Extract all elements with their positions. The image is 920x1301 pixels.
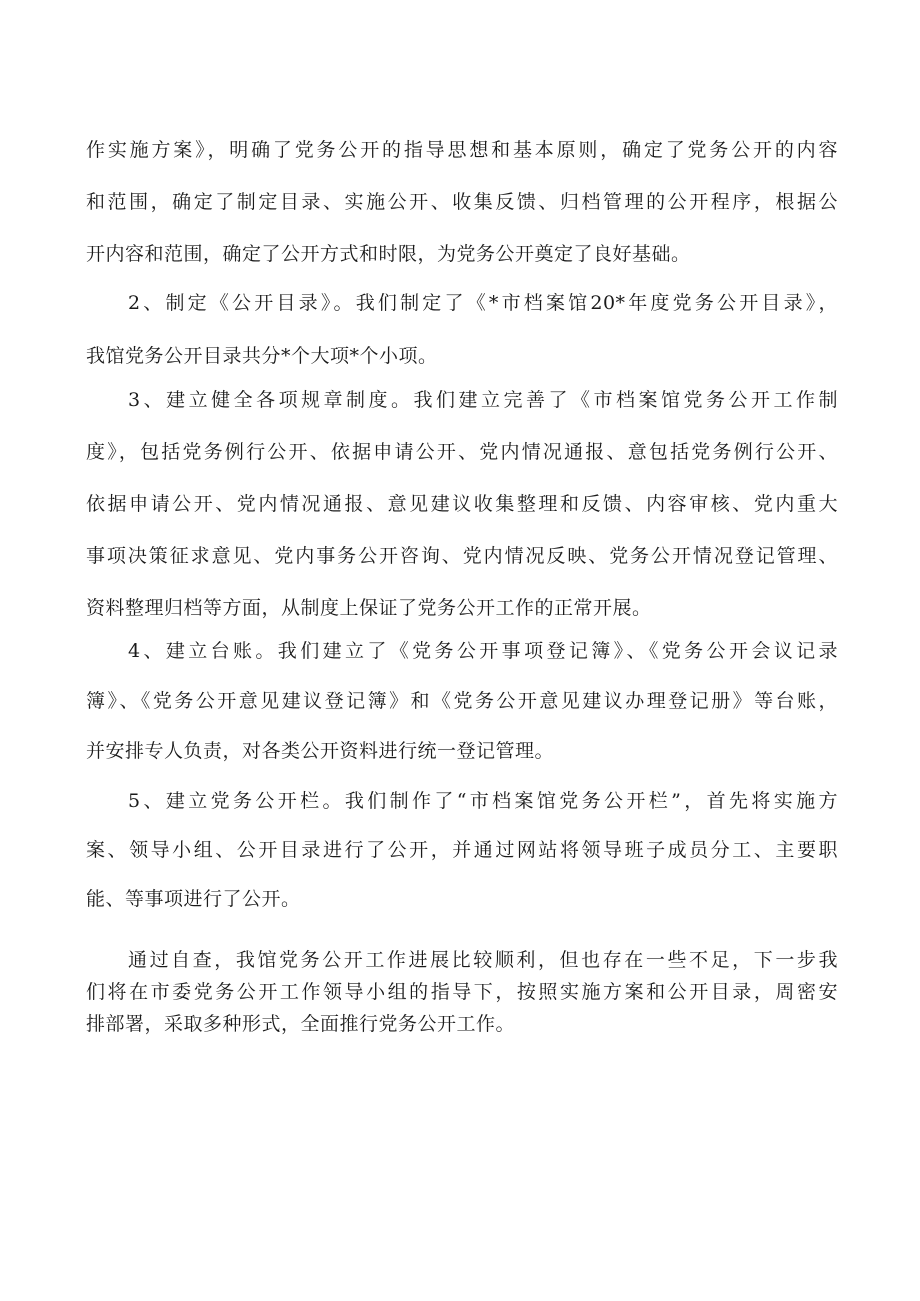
- paragraph-implementation-plan: [86, 124, 838, 280]
- paragraph-line: 作实施方案》，明确了党务公开的指导思想和基本原则，确定了党务公开的内容: [86, 139, 838, 161]
- paragraph-line: 案、领导小组、公开目录进行了公开，并通过网站将领导班子成员分工、主要职: [86, 839, 838, 861]
- paragraph-line: 4、建立台账。我们建立了《党务公开事项登记簿》、《党务公开会议记录: [128, 640, 838, 662]
- paragraph-conclusion: [86, 944, 838, 1040]
- paragraph-line: 事项决策征求意见、党内事务公开咨询、党内情况反映、党务公开情况登记管理、: [86, 545, 838, 567]
- paragraph-line: 资料整理归档等方面，从制度上保证了党务公开工作的正常开展。: [86, 597, 652, 619]
- paragraph-line: 依据申请公开、党内情况通报、意见建议收集整理和反馈、内容审核、党内重大: [86, 493, 838, 515]
- paragraph-line: 3、建立健全各项规章制度。我们建立完善了《市档案馆党务公开工作制: [128, 389, 838, 411]
- paragraph-line: 和范围，确定了制定目录、实施公开、收集反馈、归档管理的公开程序，根据公: [86, 191, 838, 213]
- paragraph-line: 2、制定《公开目录》。我们制定了《*市档案馆20*年度党务公开目录》，: [128, 292, 838, 314]
- paragraph-bulletin-board: [86, 777, 838, 924]
- paragraph-rules-system: [86, 374, 838, 634]
- paragraph-line: 们将在市委党务公开工作领导小组的指导下，按照实施方案和公开目录，周密安: [86, 981, 838, 1003]
- paragraph-line: 排部署，采取多种形式，全面推行党务公开工作。: [86, 1013, 516, 1035]
- paragraph-ledger: [86, 626, 838, 776]
- paragraph-line: 并安排专人负责，对各类公开资料进行统一登记管理。: [86, 740, 555, 762]
- paragraph-line: 能、等事项进行了公开。: [86, 888, 301, 910]
- paragraph-line: 开内容和范围，确定了公开方式和时限，为党务公开奠定了良好基础。: [86, 243, 691, 265]
- paragraph-public-catalog: [86, 277, 838, 383]
- paragraph-line: 通过自查，我馆党务公开工作进展比较顺利，但也存在一些不足，下一步我: [128, 949, 838, 971]
- paragraph-line: 5、建立党务公开栏。我们制作了“市档案馆党务公开栏”，首先将实施方: [128, 790, 838, 812]
- paragraph-line: 度》，包括党务例行公开、依据申请公开、党内情况通报、意包括党务例行公开、: [86, 441, 838, 463]
- paragraph-line: 我馆党务公开目录共分*个大项*个小项。: [86, 345, 438, 367]
- paragraph-line: 簿》、《党务公开意见建议登记簿》和《党务公开意见建议办理登记册》等台账，: [86, 690, 838, 712]
